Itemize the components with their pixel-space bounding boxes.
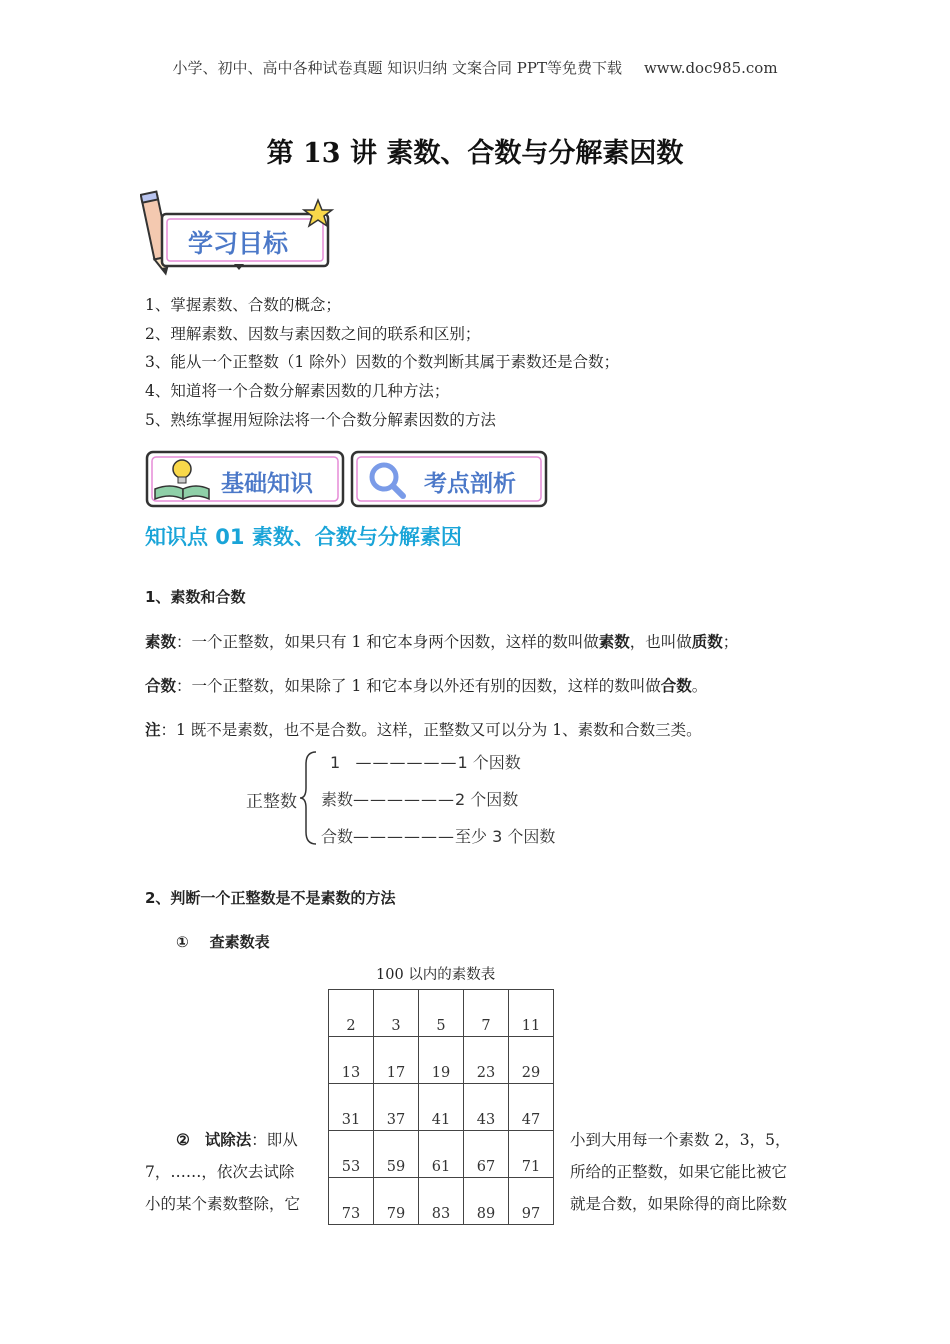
table-cell: 7 — [464, 990, 509, 1037]
prime-def-bold: 质数 — [691, 632, 723, 651]
composite-def-text: 。 — [691, 677, 708, 695]
table-cell: 61 — [419, 1131, 464, 1178]
composite-def-text: ：一个正整数，如果除了 1 和它本身以外还有别的因数，这样的数叫做 — [176, 677, 661, 695]
analysis-badge — [350, 449, 550, 511]
prime-def-text: ，也叫做 — [629, 633, 692, 651]
prime-def-bold: 素数 — [598, 632, 630, 651]
table-cell: 29 — [509, 1037, 554, 1084]
row-label: 素数 — [321, 790, 354, 809]
header-site: www.doc985.com — [643, 59, 778, 77]
header-text: 小学、初中、高中各种试卷真题 知识归纳 文案合同 PPT等免费下载 — [172, 59, 622, 77]
table-row — [329, 1131, 554, 1178]
trial-division-line — [176, 1128, 298, 1150]
trial-division-line: 小到大用每一个素数 2，3，5， — [570, 1131, 791, 1149]
row-dash: —————— — [353, 827, 456, 846]
method-heading: ① 查素数表 — [176, 933, 270, 951]
table-row — [329, 990, 554, 1037]
table-cell: 37 — [374, 1084, 419, 1131]
table-cell: 59 — [374, 1131, 419, 1178]
table-cell: 97 — [509, 1178, 554, 1225]
table-cell: 41 — [419, 1084, 464, 1131]
goal-item: 1、掌握素数、合数的概念； — [145, 296, 341, 314]
trial-division-text: ：即从 — [251, 1131, 298, 1149]
trial-division-line: 小的某个素数整除，它 — [145, 1195, 301, 1213]
composite-definition — [145, 674, 707, 696]
goal-item: 5、熟练掌握用短除法将一个合数分解素因数的方法 — [145, 411, 496, 429]
table-cell: 79 — [374, 1178, 419, 1225]
row-desc: 1 个因数 — [457, 753, 521, 772]
table-cell: 11 — [509, 990, 554, 1037]
table-cell: 67 — [464, 1131, 509, 1178]
table-cell: 31 — [329, 1084, 374, 1131]
goal-item: 4、知道将一个合数分解素因数的几种方法； — [145, 382, 450, 400]
table-cell: 5 — [419, 990, 464, 1037]
table-row — [329, 1084, 554, 1131]
table-cell: 13 — [329, 1037, 374, 1084]
note-term: 注 — [145, 720, 161, 739]
prime-table — [328, 989, 554, 1225]
composite-def-bold: 合数 — [660, 676, 692, 695]
knowledge-point-title: 知识点 01 素数、合数与分解素因 — [145, 525, 462, 549]
prime-def-text: ：一个正整数，如果只有 1 和它本身两个因数，这样的数叫做 — [176, 633, 599, 651]
composite-term: 合数 — [145, 676, 177, 695]
basics-badge-label: 基础知识 — [221, 471, 313, 497]
goal-item: 2、理解素数、因数与素因数之间的联系和区别； — [145, 325, 481, 343]
trial-division-line: 所给的正整数，如果它能比被它 — [570, 1163, 788, 1181]
classification-row — [321, 787, 518, 810]
table-cell: 3 — [374, 990, 419, 1037]
section-heading: 1、素数和合数 — [145, 588, 246, 606]
goals-badge — [140, 188, 340, 280]
goal-item: 3、能从一个正整数（1 除外）因数的个数判断其属于素数还是合数； — [145, 353, 620, 371]
table-caption: 100 以内的素数表 — [376, 967, 496, 983]
table-row — [329, 1178, 554, 1225]
row-desc: 至少 3 个因数 — [455, 827, 556, 846]
table-cell: 2 — [329, 990, 374, 1037]
goals-badge-label: 学习目标 — [188, 229, 289, 258]
section-heading: 2、判断一个正整数是不是素数的方法 — [145, 889, 396, 907]
prime-def-text: ； — [722, 633, 739, 651]
table-cell: 73 — [329, 1178, 374, 1225]
classification-row — [321, 824, 555, 847]
table-cell: 47 — [509, 1084, 554, 1131]
table-cell: 19 — [419, 1037, 464, 1084]
method-number: ② — [176, 1130, 190, 1149]
classification-row — [330, 750, 521, 773]
note — [145, 718, 702, 740]
trial-division-term: 试除法 — [204, 1130, 252, 1149]
row-desc: 2 个因数 — [455, 790, 519, 809]
analysis-badge-label: 考点剖析 — [424, 471, 516, 497]
table-row — [329, 1037, 554, 1084]
prime-definition — [145, 630, 738, 652]
note-text: ：1 既不是素数，也不是合数。这样，正整数又可以分为 1、素数和合数三类。 — [160, 721, 702, 739]
page-title: 第 13 讲 素数、合数与分解素因数 — [266, 138, 684, 169]
table-cell: 71 — [509, 1131, 554, 1178]
basics-badge — [145, 449, 347, 511]
table-cell: 23 — [464, 1037, 509, 1084]
table-cell: 43 — [464, 1084, 509, 1131]
brace-icon — [298, 750, 320, 846]
trial-division-line: 7，……，依次去试除 — [145, 1163, 295, 1181]
row-label: 1 — [330, 753, 341, 772]
row-dash: —————— — [355, 753, 458, 772]
table-cell: 17 — [374, 1037, 419, 1084]
classification-root: 正整数 — [246, 792, 297, 812]
trial-division-line: 就是合数，如果除得的商比除数 — [570, 1195, 788, 1213]
row-label: 合数 — [321, 827, 354, 846]
row-dash: —————— — [353, 790, 456, 809]
page-header — [0, 57, 950, 78]
prime-term: 素数 — [145, 632, 177, 651]
table-cell: 83 — [419, 1178, 464, 1225]
table-cell: 53 — [329, 1131, 374, 1178]
table-cell: 89 — [464, 1178, 509, 1225]
